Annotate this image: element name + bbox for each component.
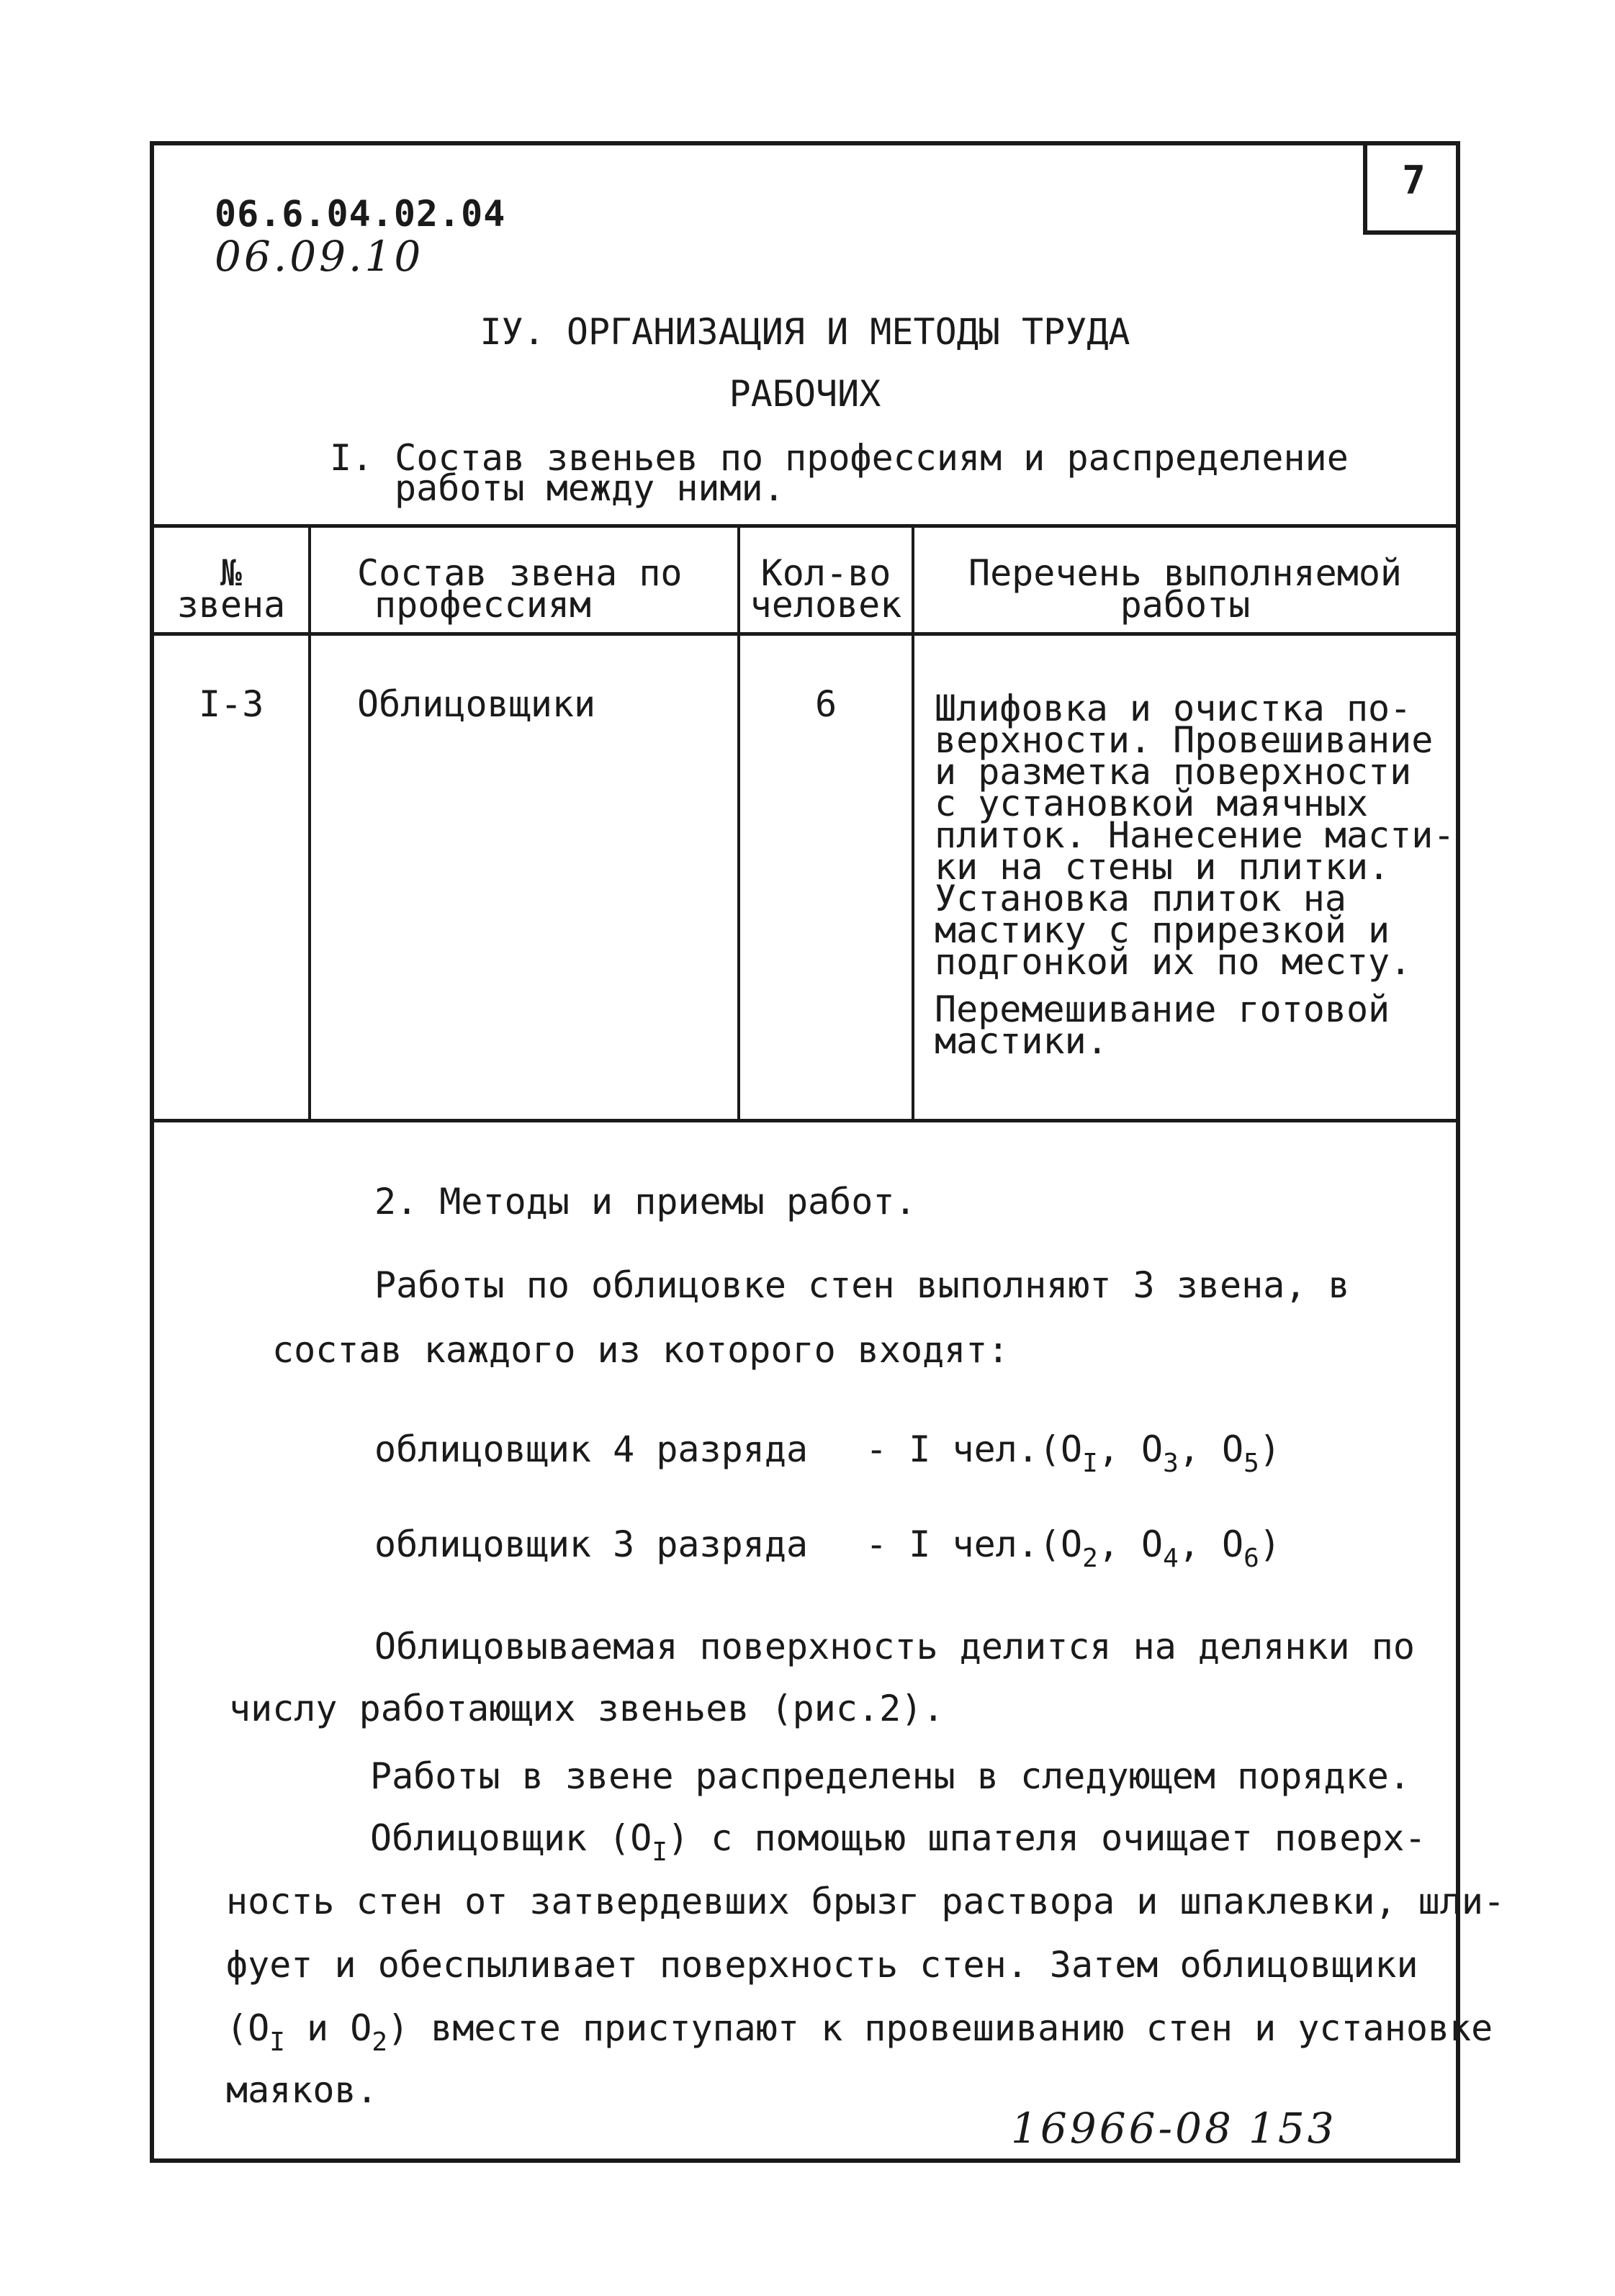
page-number: 7 [1363, 141, 1460, 235]
section-title-line2: РАБОЧИХ [729, 373, 881, 415]
table-top-line [154, 524, 1456, 528]
handwritten-doc-number: 16966-08 [1011, 2104, 1234, 2153]
table-bottom-line [154, 1119, 1456, 1122]
handwritten-page-number: 153 [1249, 2104, 1337, 2153]
section-title-line1: IУ. ОРГАНИЗАЦИЯ И МЕТОДЫ ТРУДА [480, 311, 1130, 353]
crew-row-2: облицовщик 3 разряда - I $чел.(О_2$, $О_4$, $О_6$) [374, 1523, 1281, 1573]
methods-para1-line1: Работы по облицовке стен выполняют 3 звена, в [374, 1264, 1350, 1306]
methods-para3: Работы в звене распределены в следующем порядке. [370, 1755, 1411, 1797]
methods-para4-line3: фует и обеспыливает поверхность стен. Затем облицовщики [226, 1944, 1418, 1986]
methods-para4-line2: ность стен от затвердевших брызг раствора и шпаклевки, шли- [226, 1881, 1506, 1922]
methods-para2-line1: Облицовываемая поверхность делится на делянки по [374, 1626, 1415, 1667]
subsection-heading-line1: I. Состав звеньев по профессиям и распределение [330, 437, 1349, 479]
handwritten-code: 06.09.10 [215, 232, 424, 281]
cell-profession: Облицовщики [357, 683, 596, 725]
cell-count: 6 [814, 683, 837, 725]
col-header-profession: Состав звена по профессиям [357, 552, 683, 626]
document-code: 06.6.04.02.04 [215, 193, 506, 235]
methods-para2-line2: числу работающих звеньев (рис.2). [229, 1688, 945, 1729]
methods-para4-line4: ($О_I$ и $О_2$) вместе приступают к провешиванию стен и установке [226, 2007, 1493, 2057]
methods-para4-line1: Облицовщик $(О_I)$ с помощью шпателя очищает поверх- [370, 1817, 1426, 1867]
crew-row-1: облицовщик 4 разряда - I $чел.(О_I$, $О_3$, $О_5$) [374, 1428, 1281, 1478]
cell-work-description: Шлифовка и очистка по- верхности. Провешивание и разметка поверхности с установкой маячных плиток. Нанесение масти- ки на стены и плитки. Установка плиток на мастику с прирезкой и подгонкой их по месту. Перемешивание готовой мастики. [935, 688, 1455, 1062]
table-header-line [154, 632, 1456, 636]
methods-para1-line2: состав каждого из которого входят: [272, 1329, 1009, 1371]
col-header-number: № звена [176, 552, 286, 626]
subsection-heading-line2: работы между ними. [395, 467, 785, 509]
methods-heading: 2. Методы и приемы работ. [374, 1181, 917, 1223]
col-header-work: Перечень выполняемой работы [968, 552, 1403, 626]
col-header-count: Кол-во человек [750, 552, 902, 626]
methods-para4-line5: маяков. [226, 2069, 378, 2111]
cell-number: I-3 [199, 683, 264, 725]
table-col-divider-1 [308, 527, 311, 1120]
